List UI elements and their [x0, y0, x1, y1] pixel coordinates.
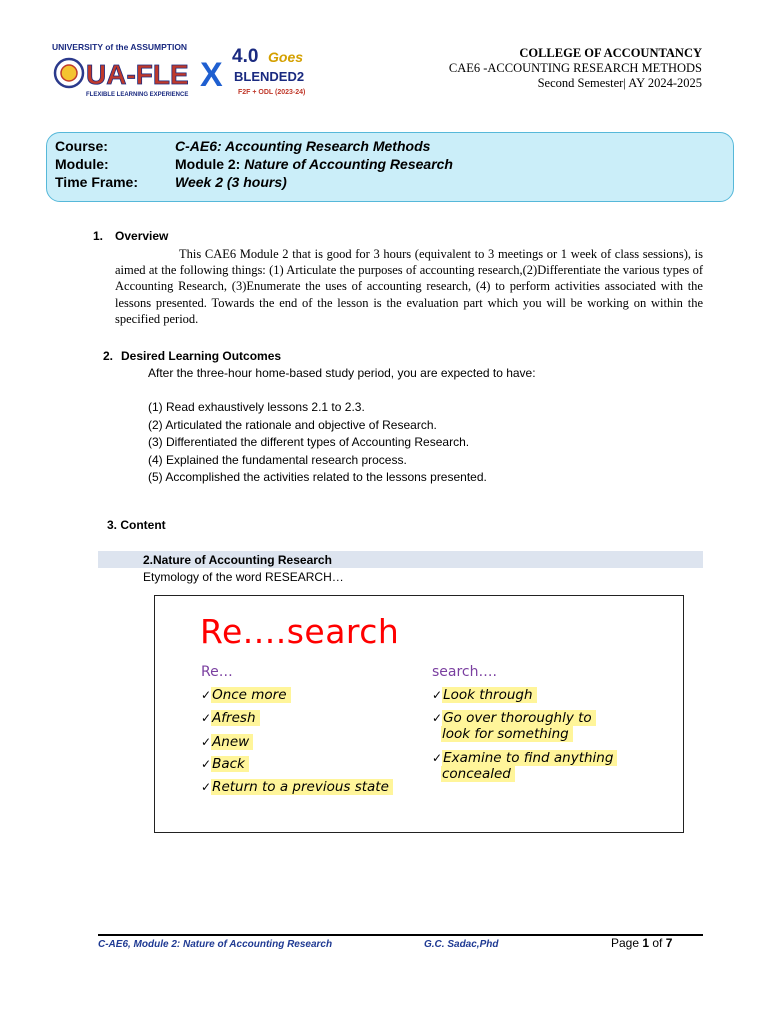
etymology-text: Etymology of the word RESEARCH…	[143, 570, 344, 584]
module-label: Module:	[55, 156, 109, 172]
overview-number: 1.	[93, 229, 104, 243]
logo-modes-text: F2F + ODL (2023-24)	[238, 89, 306, 96]
list-item: ✓Examine to find anything concealed	[432, 750, 617, 782]
logo-goes-text: Goes	[268, 49, 304, 65]
module-value	[175, 156, 453, 172]
time-frame-label: Time Frame:	[55, 174, 138, 190]
slide-left-heading: Re…	[201, 664, 233, 680]
check-icon: ✓	[432, 688, 443, 702]
outcomes-title: Desired Learning Outcomes	[121, 349, 282, 363]
check-icon: ✓	[201, 780, 212, 794]
research-slide	[154, 595, 684, 833]
logo-version-text: 4.0	[232, 46, 259, 67]
outcomes-intro: After the three-hour home-based study period, you are expected to have:	[148, 366, 536, 380]
check-icon: ✓	[201, 688, 212, 702]
college-name: COLLEGE OF ACCOUNTANCY	[519, 46, 702, 60]
footer-module: C-AE6, Module 2: Nature of Accounting Research	[98, 939, 333, 950]
slide-right-heading: search….	[432, 664, 497, 680]
document-header	[449, 46, 702, 91]
list-item: ✓Back	[201, 756, 249, 772]
check-icon: ✓	[201, 735, 212, 749]
list-item: (5) Accomplished the activities related to the lessons presented.	[148, 470, 487, 485]
logo-x-text: X	[200, 56, 223, 94]
logo-brand-text: UA-FLE	[86, 59, 189, 90]
footer-author: G.C. Sadac,Phd	[424, 939, 499, 950]
list-item: (1) Read exhaustively lessons 2.1 to 2.3.	[148, 400, 365, 414]
list-item: ✓Anew	[201, 734, 253, 750]
check-icon: ✓	[432, 751, 443, 765]
check-icon: ✓	[432, 711, 443, 725]
module-title: Nature of Accounting Research	[244, 156, 453, 172]
overview-text: This CAE6 Module 2 that is good for 3 hours (equivalent to 3 meetings or 1 week of class sessions), is aimed at the following things: (1) Articulate the purposes of accounting research,(2)Differentiate the various types of Accounting Research, (3)Enumerate the uses of accounting research, (4) to perform activities associated with the lessons presented. Towards the end of the lesson is the evaluation part which you will be working on within the specified period.	[115, 247, 703, 326]
time-frame-value: Week 2 (3 hours)	[175, 174, 287, 190]
overview-heading	[93, 229, 168, 243]
list-item: ✓Look through	[432, 687, 537, 703]
section-band-title: 2.Nature of Accounting Research	[143, 553, 332, 567]
course-line: CAE6 -ACCOUNTING RESEARCH METHODS	[448, 61, 702, 75]
list-item: ✓Return to a previous state	[201, 779, 393, 795]
list-item: (2) Articulated the rationale and objective of Research.	[148, 417, 437, 432]
semester-line: Second Semester| AY 2024-2025	[537, 76, 702, 90]
slide-title: Re....search	[200, 612, 400, 651]
outcomes-number: 2.	[103, 349, 114, 363]
outcomes-list	[148, 399, 487, 487]
content-heading: 3. Content	[107, 518, 166, 532]
course-info-box	[46, 132, 734, 202]
list-item: ✓Go over thoroughly to look for something	[432, 710, 596, 742]
overview-title: Overview	[115, 229, 169, 243]
check-icon: ✓	[201, 757, 212, 771]
ua-flex-logo	[52, 40, 332, 102]
module-prefix: Module 2:	[175, 156, 245, 172]
outcomes-heading	[103, 349, 281, 363]
page-number: Page 1 of 7	[611, 936, 673, 950]
course-label: Course:	[55, 138, 108, 154]
list-item: (4) Explained the fundamental research process.	[148, 452, 407, 467]
list-item: (3) Differentiated the different types of Accounting Research.	[148, 435, 470, 450]
logo-tagline-text: FLEXIBLE LEARNING EXPERIENCE	[86, 92, 189, 98]
logo-blended-text: BLENDED2	[234, 69, 305, 84]
list-item: ✓Once more	[201, 687, 291, 703]
list-item: ✓Afresh	[201, 710, 260, 726]
overview-paragraph	[115, 246, 703, 327]
check-icon: ✓	[201, 711, 212, 725]
course-value: C-AE6: Accounting Research Methods	[175, 138, 431, 154]
logo-graphic	[52, 40, 332, 102]
logo-university-text: UNIVERSITY of the ASSUMPTION	[52, 42, 188, 52]
